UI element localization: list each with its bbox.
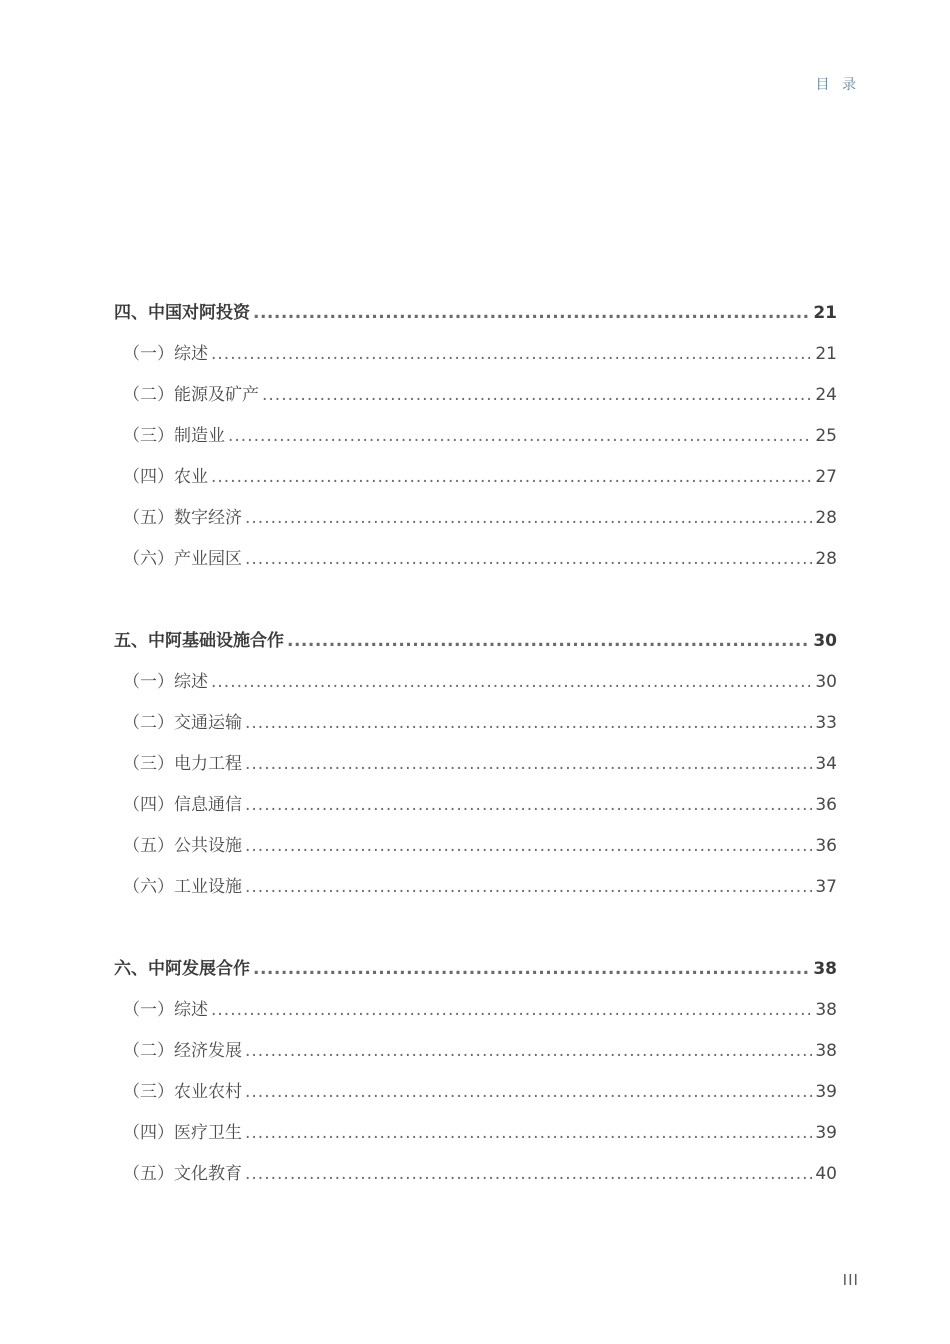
toc-entry-title: （四）农业	[123, 467, 208, 487]
page-number: III	[842, 1272, 859, 1289]
dot-leader	[245, 503, 812, 533]
toc-entry-page: 40	[815, 1164, 837, 1184]
toc-subsection-entry[interactable]	[114, 339, 837, 380]
toc-entry-page: 34	[815, 754, 837, 774]
dot-leader	[245, 872, 812, 902]
toc-subsection-entry[interactable]	[114, 544, 837, 585]
dot-leader	[245, 544, 812, 574]
toc-subsection-entry[interactable]	[114, 462, 837, 503]
toc-entry-title: 六、中阿发展合作	[114, 959, 250, 979]
toc-entry-page: 36	[815, 795, 837, 815]
dot-leader	[245, 790, 812, 820]
toc-entry-title: （五）公共设施	[123, 836, 242, 856]
running-header-title: 目 录	[815, 77, 860, 93]
dot-leader	[228, 421, 812, 451]
toc-entry-title: 四、中国对阿投资	[114, 303, 250, 323]
toc-entry-title: （六）产业园区	[123, 549, 242, 569]
toc-subsection-entry[interactable]	[114, 503, 837, 544]
dot-leader	[211, 462, 812, 492]
dot-leader	[211, 667, 812, 697]
dot-leader	[245, 1118, 812, 1148]
dot-leader	[253, 954, 810, 984]
toc-entry-page: 25	[815, 426, 837, 446]
toc-entry-title: 五、中阿基础设施合作	[114, 631, 284, 651]
toc-entry-title: （四）医疗卫生	[123, 1123, 242, 1143]
toc-entry-title: （五）数字经济	[123, 508, 242, 528]
toc-subsection-entry[interactable]	[114, 1077, 837, 1118]
toc-entry-page: 30	[815, 672, 837, 692]
dot-leader	[287, 626, 810, 656]
toc-entry-page: 24	[815, 385, 837, 405]
toc-subsection-entry[interactable]	[114, 872, 837, 913]
toc-section-5	[114, 626, 837, 913]
dot-leader	[245, 1036, 812, 1066]
table-of-contents	[114, 298, 837, 1241]
toc-entry-title: （一）综述	[123, 344, 208, 364]
toc-subsection-entry[interactable]	[114, 749, 837, 790]
dot-leader	[253, 298, 810, 328]
toc-subsection-entry[interactable]	[114, 380, 837, 421]
dot-leader	[245, 1159, 812, 1189]
toc-entry-title: （二）能源及矿产	[123, 385, 259, 405]
toc-subsection-entry[interactable]	[114, 995, 837, 1036]
toc-entry-title: （五）文化教育	[123, 1164, 242, 1184]
toc-entry-page: 37	[815, 877, 837, 897]
toc-subsection-entry[interactable]	[114, 831, 837, 872]
toc-chapter-entry[interactable]	[114, 298, 837, 339]
toc-entry-page: 30	[813, 631, 837, 651]
toc-entry-page: 36	[815, 836, 837, 856]
toc-entry-title: （三）农业农村	[123, 1082, 242, 1102]
toc-entry-title: （二）经济发展	[123, 1041, 242, 1061]
toc-entry-page: 33	[815, 713, 837, 733]
toc-entry-title: （三）电力工程	[123, 754, 242, 774]
toc-entry-page: 28	[815, 549, 837, 569]
dot-leader	[211, 339, 812, 369]
toc-entry-page: 27	[815, 467, 837, 487]
toc-entry-page: 39	[815, 1123, 837, 1143]
toc-entry-title: （一）综述	[123, 672, 208, 692]
toc-entry-page: 21	[813, 303, 837, 323]
toc-subsection-entry[interactable]	[114, 1036, 837, 1077]
dot-leader	[245, 749, 812, 779]
toc-subsection-entry[interactable]	[114, 708, 837, 749]
toc-entry-title: （二）交通运输	[123, 713, 242, 733]
dot-leader	[245, 831, 812, 861]
toc-chapter-entry[interactable]	[114, 954, 837, 995]
toc-subsection-entry[interactable]	[114, 790, 837, 831]
dot-leader	[245, 1077, 812, 1107]
toc-chapter-entry[interactable]	[114, 626, 837, 667]
toc-subsection-entry[interactable]	[114, 421, 837, 462]
toc-entry-page: 28	[815, 508, 837, 528]
toc-entry-page: 38	[813, 959, 837, 979]
toc-entry-title: （一）综述	[123, 1000, 208, 1020]
toc-section-6	[114, 954, 837, 1200]
toc-entry-title: （四）信息通信	[123, 795, 242, 815]
toc-entry-title: （六）工业设施	[123, 877, 242, 897]
dot-leader	[211, 995, 812, 1025]
toc-entry-page: 21	[815, 344, 837, 364]
toc-subsection-entry[interactable]	[114, 1159, 837, 1200]
dot-leader	[262, 380, 812, 410]
toc-subsection-entry[interactable]	[114, 1118, 837, 1159]
toc-entry-page: 38	[815, 1041, 837, 1061]
toc-subsection-entry[interactable]	[114, 667, 837, 708]
toc-entry-title: （三）制造业	[123, 426, 225, 446]
toc-entry-page: 38	[815, 1000, 837, 1020]
dot-leader	[245, 708, 812, 738]
toc-entry-page: 39	[815, 1082, 837, 1102]
toc-section-4	[114, 298, 837, 585]
